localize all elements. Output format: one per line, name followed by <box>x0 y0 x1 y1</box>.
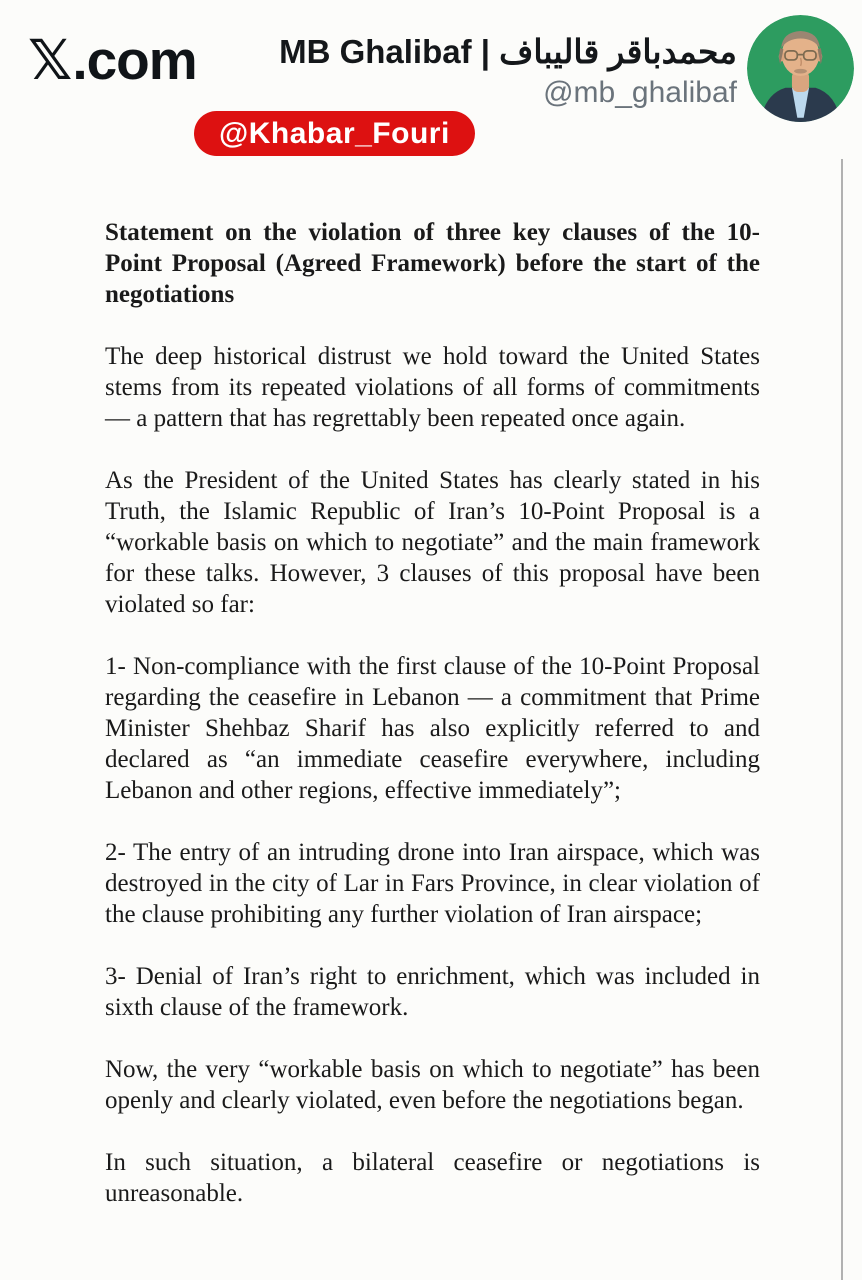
statement-list-item-2: 2- The entry of an intruding drone into Iran airspace, which was destroyed in the city of Lar in Fars Province, in clear violation of the clause prohibiting any further violation of Iran airspace; <box>105 839 760 928</box>
statement-paragraph-3: Now, the very “workable basis on which to negotiate” has been openly and clearly violated, even before the negotiations began. <box>105 1056 760 1114</box>
document-scan-edge <box>841 159 843 1280</box>
statement-list-item-3: 3- Denial of Iran’s right to enrichment, which was included in sixth clause of the framework. <box>105 963 760 1021</box>
x-com-logo <box>28 30 197 90</box>
statement-paragraph-4: In such situation, a bilateral ceasefire or negotiations is unreasonable. <box>105 1149 760 1207</box>
statement-title: Statement on the violation of three key clauses of the 10-Point Proposal (Agreed Framework) before the start of the negotiations <box>105 219 760 308</box>
display-name[interactable]: MB Ghalibaf | محمدباقر قالیباف <box>279 33 737 70</box>
avatar[interactable] <box>747 15 854 122</box>
statement-paragraph-2: As the President of the United States has clearly stated in his Truth, the Islamic Republic of Iran’s 10-Point Proposal is a “workable basis on which to negotiate” and the main framework for these talks. However, 3 clauses of this proposal have been violated so far: <box>105 467 760 618</box>
avatar-portrait-graphic <box>747 15 854 122</box>
watermark-badge <box>194 111 475 156</box>
profile-block <box>279 30 737 112</box>
x-logo-icon: 𝕏 <box>28 28 73 92</box>
statement-paragraph-1: The deep historical distrust we hold toward the United States stems from its repeated violations of all forms of commitments — a pattern that has regrettably been repeated once again. <box>105 343 760 432</box>
user-handle[interactable]: @mb_ghalibaf <box>543 76 737 109</box>
statement-list-item-1: 1- Non-compliance with the first clause of the 10-Point Proposal regarding the ceasefire in Lebanon — a commitment that Prime Minister Shehbaz Sharif has also explicitly referred to and declared as “an immediate ceasefire everywhere, including Lebanon and other regions, effective immediately”; <box>105 653 760 804</box>
x-com-suffix: .com <box>72 29 197 91</box>
watermark-badge-label: @Khabar_Fouri <box>219 116 450 150</box>
statement-document <box>105 217 760 1209</box>
